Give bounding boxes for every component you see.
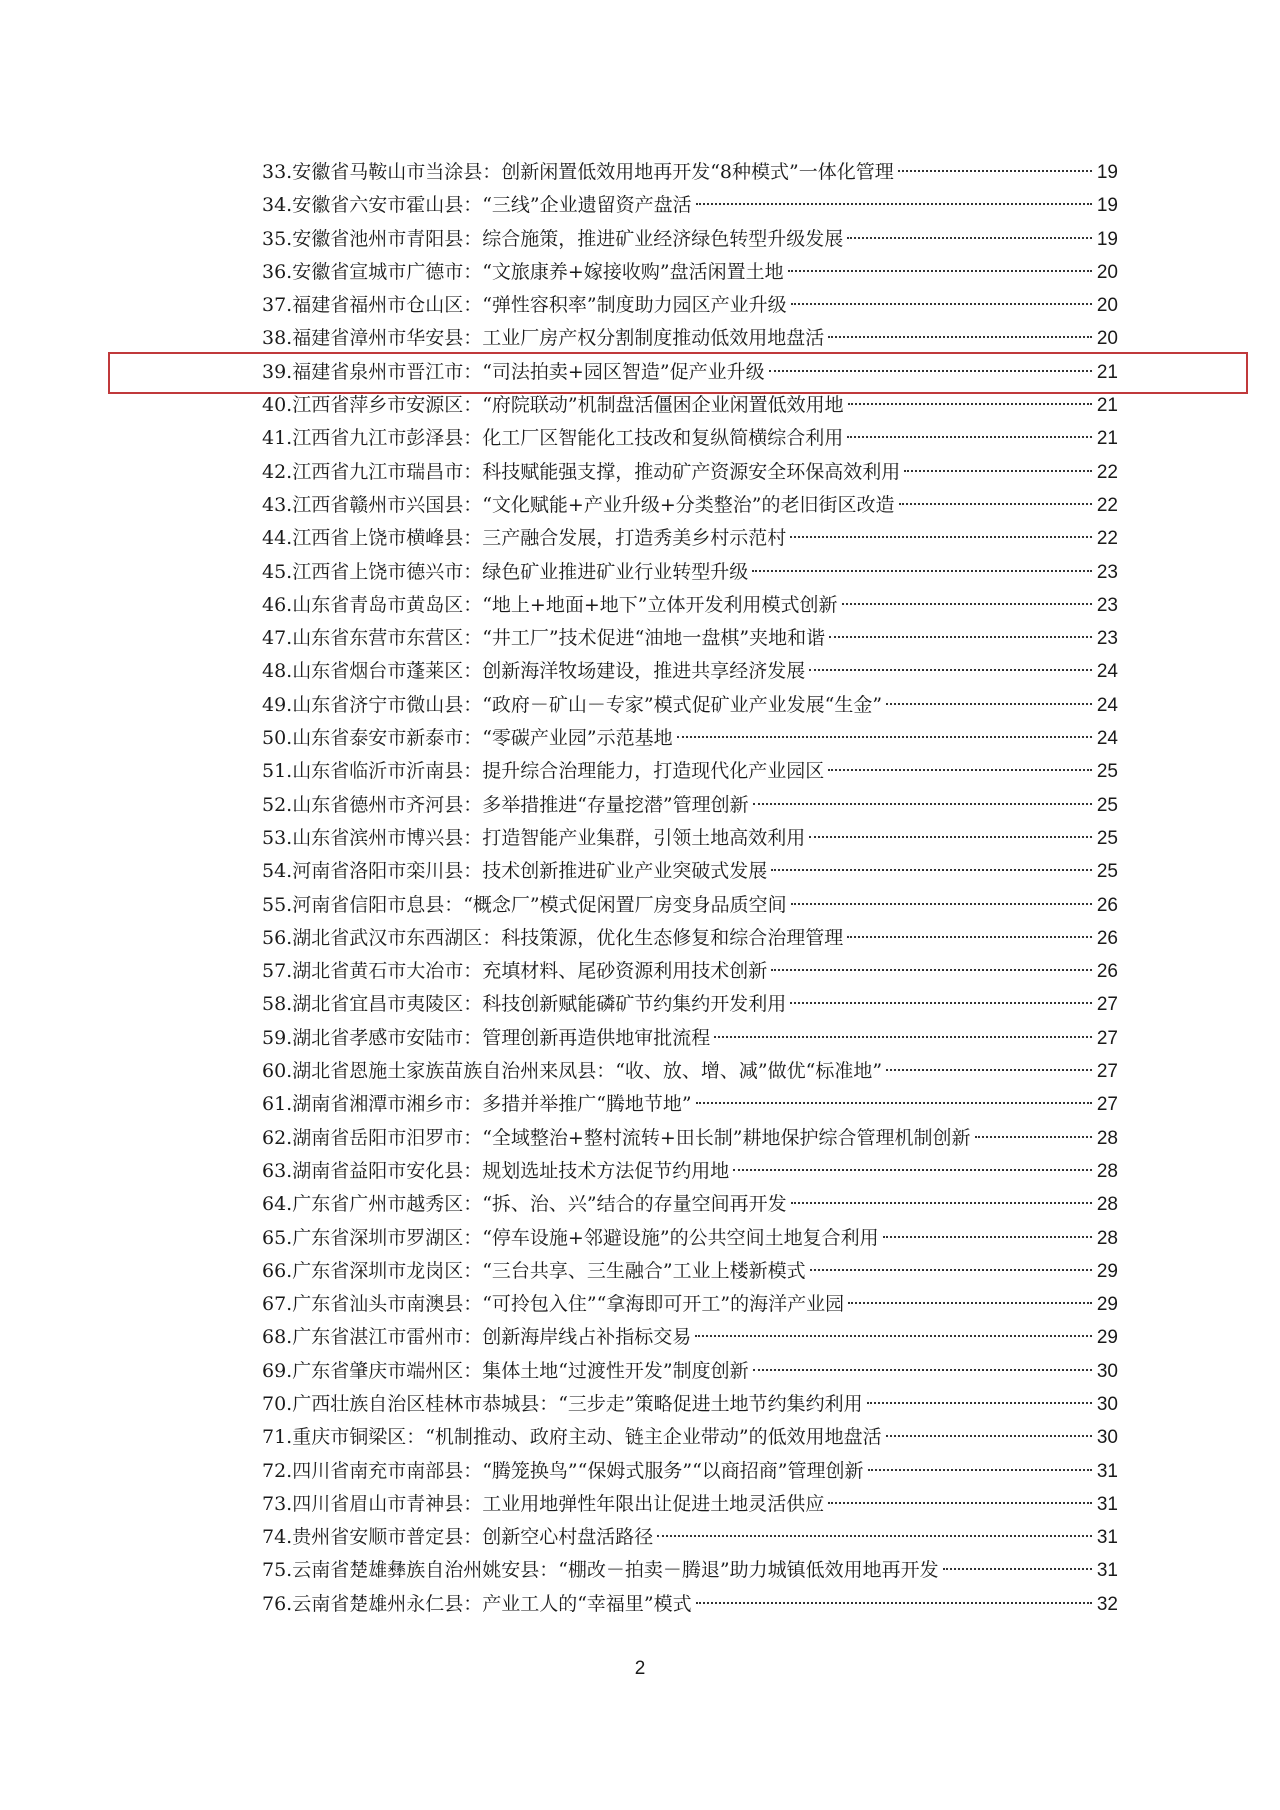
toc-entry-title: 53.山东省滨州市博兴县：打造智能产业集群，引领土地高效利用	[262, 826, 806, 849]
toc-entry[interactable]	[262, 322, 1118, 355]
toc-entry-title: 56.湖北省武汉市东西湖区：科技策源，优化生态修复和综合治理管理	[262, 926, 844, 949]
toc-dot-leader	[886, 1435, 1092, 1437]
toc-entry[interactable]	[262, 522, 1118, 555]
toc-dot-leader	[753, 1369, 1092, 1371]
toc-entry[interactable]	[262, 589, 1118, 622]
toc-entry-title: 60.湖北省恩施土家族苗族自治州来凤县：“收、放、增、减”做优“标准地”	[262, 1060, 883, 1083]
toc-dot-leader	[847, 936, 1092, 938]
toc-dot-leader	[899, 503, 1093, 505]
toc-entry-page-number: 27	[1096, 1027, 1118, 1049]
toc-entry[interactable]	[262, 1321, 1118, 1354]
toc-entry[interactable]	[262, 1421, 1118, 1454]
toc-dot-leader	[810, 1269, 1092, 1271]
toc-entry[interactable]	[262, 855, 1118, 888]
toc-dot-leader	[828, 769, 1092, 771]
toc-dot-leader	[753, 803, 1092, 805]
toc-entry-page-number: 31	[1096, 1560, 1118, 1582]
toc-entry-title: 62.湖南省岳阳市汨罗市：“全域整治+整村流转+田长制”耕地保护综合管理机制创新	[262, 1126, 971, 1149]
toc-entry-page-number: 28	[1096, 1160, 1118, 1182]
toc-entry-page-number: 21	[1096, 361, 1118, 383]
toc-entry-title: 59.湖北省孝感市安陆市：管理创新再造供地审批流程	[262, 1026, 711, 1049]
toc-entry[interactable]	[262, 1588, 1118, 1621]
toc-entry-title: 44.江西省上饶市横峰县：三产融合发展，打造秀美乡村示范村	[262, 527, 787, 550]
toc-dot-leader	[791, 1202, 1092, 1204]
toc-entry[interactable]	[262, 622, 1118, 655]
toc-entry[interactable]	[262, 955, 1118, 988]
toc-entry[interactable]	[262, 156, 1118, 189]
toc-dot-leader	[791, 903, 1092, 905]
toc-entry-page-number: 21	[1096, 428, 1118, 450]
toc-entry[interactable]	[262, 689, 1118, 722]
toc-entry-page-number: 23	[1096, 561, 1118, 583]
toc-dot-leader	[790, 536, 1092, 538]
toc-dot-leader	[733, 1169, 1092, 1171]
toc-entry-page-number: 20	[1096, 295, 1118, 317]
toc-dot-leader	[714, 1036, 1092, 1038]
toc-dot-leader	[828, 336, 1092, 338]
toc-dot-leader	[886, 703, 1092, 705]
toc-entry[interactable]	[262, 1255, 1118, 1288]
toc-dot-leader	[695, 1335, 1092, 1337]
toc-entry[interactable]	[262, 1222, 1118, 1255]
toc-entry-title: 76.云南省楚雄州永仁县：产业工人的“幸福里”模式	[262, 1592, 692, 1615]
toc-dot-leader	[847, 237, 1092, 239]
toc-entry[interactable]	[262, 922, 1118, 955]
toc-entry-title: 57.湖北省黄石市大冶市：充填材料、尾砂资源利用技术创新	[262, 960, 768, 983]
toc-entry[interactable]	[262, 1455, 1118, 1488]
toc-entry-title: 66.广东省深圳市龙岗区：“三台共享、三生融合”工业上楼新模式	[262, 1259, 806, 1282]
toc-entry[interactable]	[262, 655, 1118, 688]
toc-dot-leader	[771, 869, 1092, 871]
toc-dot-leader	[696, 1602, 1092, 1604]
toc-entry-title: 75.云南省楚雄彝族自治州姚安县：“棚改－拍卖－腾退”助力城镇低效用地再开发	[262, 1559, 939, 1582]
toc-entry-title: 46.山东省青岛市黄岛区：“地上+地面+地下”立体开发利用模式创新	[262, 593, 838, 616]
toc-entry-page-number: 26	[1096, 894, 1118, 916]
toc-dot-leader	[848, 1302, 1092, 1304]
toc-entry-page-number: 25	[1096, 794, 1118, 816]
toc-dot-leader	[809, 669, 1092, 671]
toc-entry-page-number: 26	[1096, 961, 1118, 983]
toc-entry[interactable]	[262, 1188, 1118, 1221]
toc-entry-title: 35.安徽省池州市青阳县：综合施策，推进矿业经济绿色转型升级发展	[262, 227, 844, 250]
toc-entry-title: 54.河南省洛阳市栾川县：技术创新推进矿业产业突破式发展	[262, 860, 768, 883]
toc-entry-title: 43.江西省赣州市兴国县：“文化赋能+产业升级+分类整治”的老旧街区改造	[262, 493, 895, 516]
toc-entry-page-number: 24	[1096, 694, 1118, 716]
toc-entry[interactable]	[262, 1155, 1118, 1188]
toc-dot-leader	[829, 636, 1092, 638]
toc-entry[interactable]	[262, 356, 1118, 389]
toc-dot-leader	[904, 470, 1092, 472]
toc-dot-leader	[847, 436, 1092, 438]
toc-entry[interactable]	[262, 489, 1118, 522]
toc-entry-page-number: 30	[1096, 1360, 1118, 1382]
toc-entry-title: 40.江西省萍乡市安源区：“府院联动”机制盘活僵困企业闲置低效用地	[262, 394, 844, 417]
toc-dot-leader	[752, 570, 1092, 572]
toc-entry-page-number: 27	[1096, 1094, 1118, 1116]
toc-entry-page-number: 28	[1096, 1227, 1118, 1249]
toc-dot-leader	[842, 603, 1093, 605]
toc-entry-page-number: 19	[1096, 162, 1118, 183]
toc-entry-title: 72.四川省南充市南部县：“腾笼换鸟”“保姆式服务”“以商招商”管理创新	[262, 1459, 864, 1482]
toc-dot-leader	[771, 969, 1092, 971]
toc-dot-leader	[848, 403, 1092, 405]
toc-entry-title: 68.广东省湛江市雷州市：创新海岸线占补指标交易	[262, 1326, 692, 1349]
toc-entry[interactable]	[262, 1122, 1118, 1155]
toc-entry-page-number: 30	[1096, 1393, 1118, 1415]
toc-dot-leader	[809, 836, 1092, 838]
toc-entry-page-number: 20	[1096, 328, 1118, 350]
toc-dot-leader	[696, 1102, 1092, 1104]
toc-dot-leader	[886, 1069, 1092, 1071]
toc-entry-page-number: 24	[1096, 661, 1118, 683]
toc-entry-title: 67.广东省汕头市南澳县：“可拎包入住”“拿海即可开工”的海洋产业园	[262, 1293, 845, 1316]
toc-entry-page-number: 25	[1096, 827, 1118, 849]
toc-entry-title: 69.广东省肇庆市端州区：集体土地“过渡性开发”制度创新	[262, 1359, 749, 1382]
toc-entry-page-number: 23	[1096, 594, 1118, 616]
toc-entry-page-number: 32	[1096, 1593, 1118, 1615]
toc-entry-page-number: 25	[1096, 761, 1118, 783]
toc-entry-title: 41.江西省九江市彭泽县：化工厂区智能化工技改和复纵简横综合利用	[262, 427, 844, 450]
toc-entry[interactable]	[262, 422, 1118, 455]
toc-entry-page-number: 31	[1096, 1460, 1118, 1482]
toc-entry-title: 71.重庆市铜梁区：“机制推动、政府主动、链主企业带动”的低效用地盘活	[262, 1426, 882, 1449]
toc-entry-title: 58.湖北省宜昌市夷陵区：科技创新赋能磷矿节约集约开发利用	[262, 993, 787, 1016]
toc-entry-title: 70.广西壮族自治区桂林市恭城县：“三步走”策略促进土地节约集约利用	[262, 1392, 863, 1415]
toc-entry-page-number: 25	[1096, 861, 1118, 883]
toc-entry-title: 49.山东省济宁市微山县：“政府－矿山－专家”模式促矿业产业发展“生金”	[262, 693, 883, 716]
toc-entry[interactable]	[262, 1388, 1118, 1421]
toc-entry[interactable]	[262, 789, 1118, 822]
toc-entry-page-number: 27	[1096, 1061, 1118, 1083]
toc-dot-leader	[657, 1535, 1092, 1537]
toc-entry[interactable]	[262, 1488, 1118, 1521]
toc-entry-page-number: 22	[1096, 528, 1118, 550]
toc-entry-page-number: 26	[1096, 927, 1118, 949]
toc-entry[interactable]	[262, 389, 1118, 422]
toc-dot-leader	[883, 1236, 1092, 1238]
toc-entry[interactable]	[262, 889, 1118, 922]
toc-dot-leader	[788, 270, 1092, 272]
toc-entry-title: 61.湖南省湘潭市湘乡市：多措并举推广“腾地节地”	[262, 1093, 692, 1116]
toc-entry-title: 64.广东省广州市越秀区：“拆、治、兴”结合的存量空间再开发	[262, 1193, 787, 1216]
toc-entry-page-number: 29	[1096, 1327, 1118, 1349]
toc-entry[interactable]	[262, 822, 1118, 855]
toc-entry-page-number: 21	[1096, 395, 1118, 417]
toc-entry[interactable]	[262, 189, 1118, 222]
toc-dot-leader	[790, 1002, 1092, 1004]
toc-dot-leader	[696, 203, 1092, 205]
toc-entry-title: 51.山东省临沂市沂南县：提升综合治理能力，打造现代化产业园区	[262, 760, 825, 783]
toc-entry-title: 74.贵州省安顺市普定县：创新空心村盘活路径	[262, 1526, 654, 1549]
toc-entry[interactable]	[262, 1288, 1118, 1321]
toc-entry[interactable]	[262, 1554, 1118, 1587]
table-of-contents	[262, 156, 1118, 1621]
toc-entry-title: 42.江西省九江市瑞昌市：科技赋能强支撑，推动矿产资源安全环保高效利用	[262, 460, 901, 483]
toc-entry[interactable]	[262, 1088, 1118, 1121]
toc-entry-page-number: 28	[1096, 1127, 1118, 1149]
toc-entry-page-number: 23	[1096, 628, 1118, 650]
toc-entry-page-number: 19	[1096, 195, 1118, 217]
toc-entry-page-number: 27	[1096, 994, 1118, 1016]
toc-entry[interactable]	[262, 722, 1118, 755]
toc-entry[interactable]	[262, 1022, 1118, 1055]
toc-entry[interactable]	[262, 289, 1118, 322]
page-number: 2	[634, 1658, 646, 1679]
toc-entry[interactable]	[262, 223, 1118, 256]
toc-entry-title: 34.安徽省六安市霍山县：“三线”企业遗留资产盘活	[262, 194, 692, 217]
toc-entry[interactable]	[262, 1521, 1118, 1554]
toc-dot-leader	[791, 303, 1092, 305]
toc-dot-leader	[898, 170, 1092, 172]
toc-entry[interactable]	[262, 256, 1118, 289]
toc-entry-title: 47.山东省东营市东营区：“井工厂”技术促进“油地一盘棋”夹地和谐	[262, 627, 826, 650]
toc-entry-title: 65.广东省深圳市罗湖区：“停车设施+邻避设施”的公共空间土地复合利用	[262, 1226, 879, 1249]
toc-entry-title: 48.山东省烟台市蓬莱区：创新海洋牧场建设，推进共享经济发展	[262, 660, 806, 683]
toc-entry-page-number: 22	[1096, 494, 1118, 516]
toc-entry-page-number: 19	[1096, 228, 1118, 250]
toc-dot-leader	[677, 736, 1092, 738]
toc-dot-leader	[868, 1469, 1093, 1471]
toc-entry-page-number: 22	[1096, 461, 1118, 483]
toc-dot-leader	[867, 1402, 1092, 1404]
toc-entry-title: 39.福建省泉州市晋江市：“司法拍卖+园区智造”促产业升级	[262, 360, 765, 383]
toc-entry[interactable]	[262, 755, 1118, 788]
toc-entry-page-number: 20	[1096, 261, 1118, 283]
toc-entry-page-number: 29	[1096, 1294, 1118, 1316]
toc-entry[interactable]	[262, 456, 1118, 489]
toc-dot-leader	[943, 1568, 1092, 1570]
toc-entry-title: 38.福建省漳州市华安县：工业厂房产权分割制度推动低效用地盘活	[262, 327, 825, 350]
toc-entry-title: 36.安徽省宣城市广德市：“文旅康养+嫁接收购”盘活闲置土地	[262, 260, 784, 283]
toc-entry-title: 55.河南省信阳市息县：“概念厂”模式促闲置厂房变身品质空间	[262, 893, 787, 916]
toc-entry-page-number: 29	[1096, 1260, 1118, 1282]
toc-dot-leader	[828, 1502, 1092, 1504]
toc-entry-page-number: 28	[1096, 1194, 1118, 1216]
toc-entry-title: 33.安徽省马鞍山市当涂县：创新闲置低效用地再开发“8种模式”一体化管理	[262, 161, 894, 183]
toc-entry-title: 73.四川省眉山市青神县：工业用地弹性年限出让促进土地灵活供应	[262, 1492, 825, 1515]
toc-entry[interactable]	[262, 556, 1118, 589]
toc-entry[interactable]	[262, 988, 1118, 1021]
toc-entry-page-number: 24	[1096, 728, 1118, 750]
toc-dot-leader	[769, 370, 1092, 372]
toc-entry[interactable]	[262, 1055, 1118, 1088]
toc-entry-title: 45.江西省上饶市德兴市：绿色矿业推进矿业行业转型升级	[262, 560, 749, 583]
toc-entry-page-number: 30	[1096, 1427, 1118, 1449]
toc-entry-title: 52.山东省德州市齐河县：多举措推进“存量挖潜”管理创新	[262, 793, 749, 816]
toc-dot-leader	[975, 1136, 1093, 1138]
toc-entry-title: 37.福建省福州市仓山区：“弹性容积率”制度助力园区产业升级	[262, 294, 787, 317]
toc-entry-page-number: 31	[1096, 1493, 1118, 1515]
toc-entry-page-number: 31	[1096, 1527, 1118, 1549]
toc-entry[interactable]	[262, 1355, 1118, 1388]
toc-entry-title: 50.山东省泰安市新泰市：“零碳产业园”示范基地	[262, 727, 673, 750]
toc-entry-title: 63.湖南省益阳市安化县：规划选址技术方法促节约用地	[262, 1159, 730, 1182]
